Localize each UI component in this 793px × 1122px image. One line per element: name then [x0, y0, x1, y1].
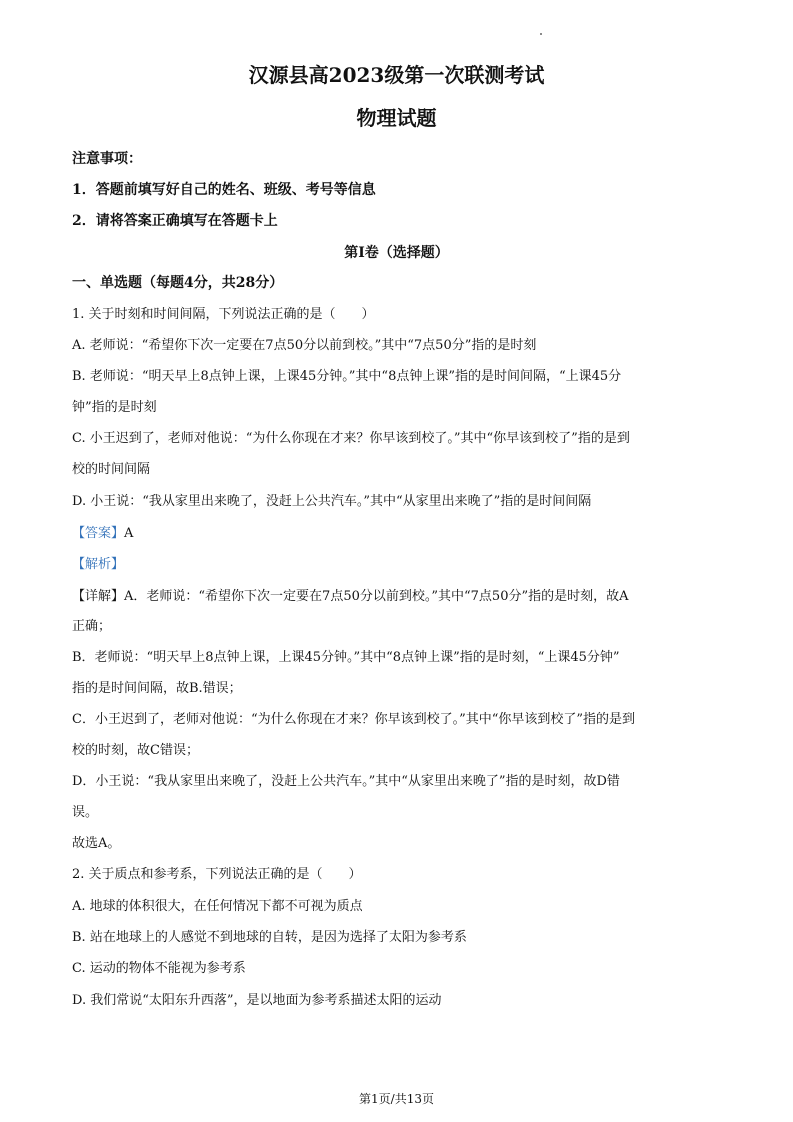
- question-stem: 2. 关于质点和参考系，下列说法正确的是（ ）: [72, 867, 362, 882]
- detail-text: A．老师说：“希望你下次一定要在7点50分以前到校。”其中“7点50分”指的是时刻，故A: [124, 589, 629, 604]
- option-b-cont: 钟”指的是时刻: [72, 400, 157, 415]
- detail-line: D．小王说：“我从家里出来晚了，没赶上公共汽车。”其中“从家里出来晚了”指的是时刻，故D错: [72, 774, 620, 789]
- option-d: D. 小王说：“我从家里出来晚了，没赶上公共汽车。”其中“从家里出来晚了”指的是时间间隔: [72, 494, 592, 509]
- option-b: B. 老师说：“明天早上8点钟上课，上课45分钟。”其中“8点钟上课”指的是时间间隔，“上课45分: [72, 369, 622, 384]
- notes-item: 1．答题前填写好自己的姓名、班级、考号等信息: [72, 182, 376, 198]
- notes-item: 2．请将答案正确填写在答题卡上: [72, 213, 278, 229]
- answer-line: [72, 525, 133, 543]
- detail-line: 指的是时间间隔，故B.错误；: [72, 681, 242, 696]
- option-c: C. 运动的物体不能视为参考系: [72, 961, 246, 976]
- option-a: A. 地球的体积很大，在任何情况下都不可视为质点: [72, 899, 363, 914]
- section-heading: 一、单选题（每题4分，共28分）: [72, 275, 284, 291]
- detail-line: [72, 588, 629, 606]
- option-b: B. 站在地球上的人感觉不到地球的自转，是因为选择了太阳为参考系: [72, 930, 467, 945]
- exam-title: 汉源县高2023级第一次联测考试: [248, 63, 545, 87]
- detail-line: C．小王迟到了，老师对他说：“为什么你现在才来？你早该到校了。”其中“你早该到校了”指的是到: [72, 712, 636, 727]
- detail-line: 故选A。: [72, 836, 121, 851]
- volume-heading: 第I卷（选择题）: [344, 245, 449, 261]
- detail-line: B．老师说：“明天早上8点钟上课，上课45分钟。”其中“8点钟上课”指的是时刻，“上课45分钟”: [72, 650, 620, 665]
- detail-line: 校的时刻，故C错误；: [72, 743, 199, 758]
- option-d: D. 我们常说“太阳东升西落”，是以地面为参考系描述太阳的运动: [72, 993, 442, 1008]
- answer-tag: 【答案】: [72, 526, 125, 541]
- option-a: A. 老师说：“希望你下次一定要在7点50分以前到校。”其中“7点50分”指的是时刻: [72, 338, 537, 353]
- analysis-tag: 【解析】: [72, 557, 125, 572]
- detail-line: 误。: [72, 805, 99, 820]
- answer-value: A: [124, 526, 134, 541]
- detail-line: 正确；: [72, 619, 112, 634]
- detail-tag: 【详解】: [72, 589, 125, 604]
- subject-title: 物理试题: [356, 106, 437, 130]
- scan-dot: [540, 33, 542, 35]
- option-c-cont: 校的时间间隔: [72, 462, 151, 477]
- page-footer: 第1页/共13页: [359, 1092, 434, 1106]
- question-stem: 1. 关于时刻和时间间隔，下列说法正确的是（ ）: [72, 307, 375, 322]
- option-c: C. 小王迟到了，老师对他说：“为什么你现在才来？你早该到校了。”其中“你早该到校了”指的是到: [72, 431, 630, 446]
- notes-heading: 注意事项：: [72, 151, 142, 167]
